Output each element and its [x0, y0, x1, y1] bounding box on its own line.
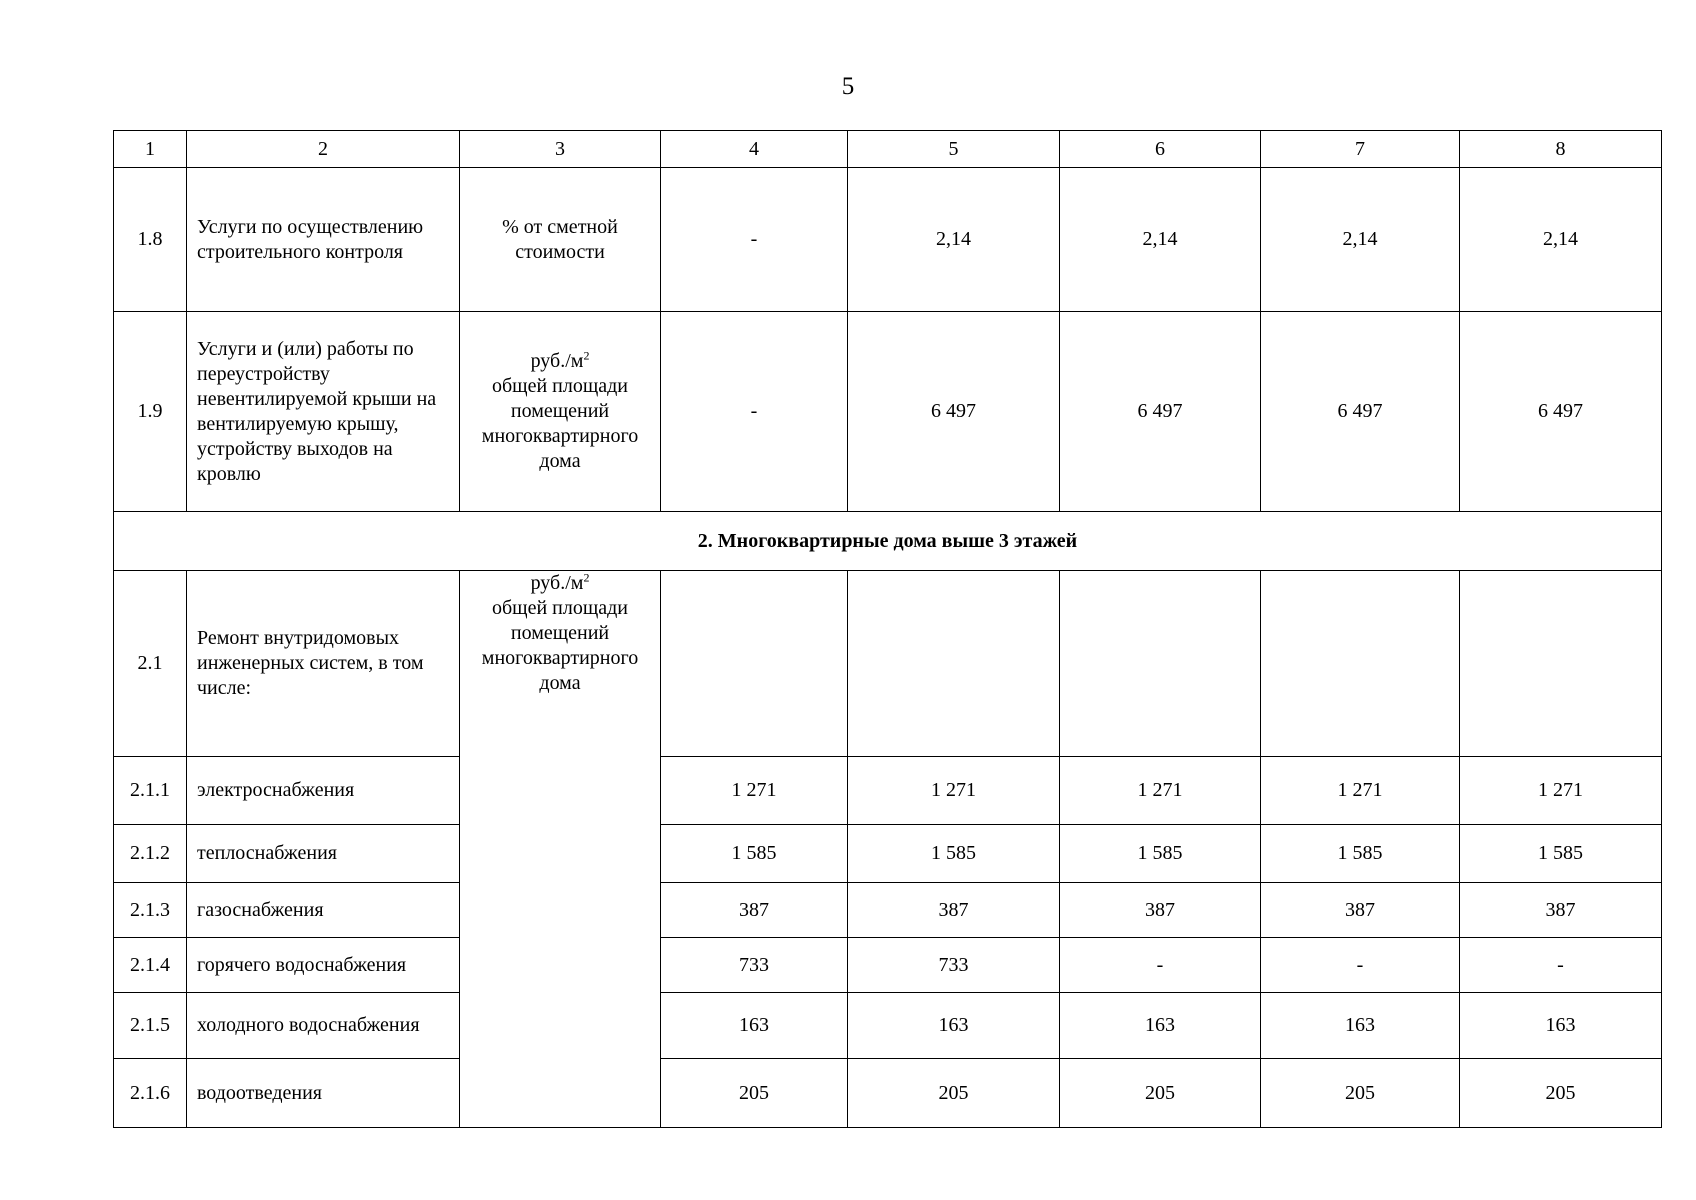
row-unit: % от сметной стоимости [460, 168, 661, 312]
row-number: 2.1 [114, 571, 187, 757]
section-row [114, 512, 1662, 571]
row-name: теплоснабжения [187, 825, 460, 883]
value-cell: - [1460, 938, 1662, 993]
row-name: водоотведения [187, 1059, 460, 1128]
value-cell: 387 [1060, 883, 1261, 938]
row-number: 2.1.3 [114, 883, 187, 938]
value-cell: 6 497 [1261, 312, 1460, 512]
header-cell: 5 [848, 131, 1060, 168]
value-cell [661, 571, 848, 757]
value-cell: 2,14 [848, 168, 1060, 312]
row-name: холодного водоснабжения [187, 993, 460, 1059]
unit-rest: общей площади помещений многоквартирного дома [481, 597, 639, 694]
value-cell: - [1261, 938, 1460, 993]
value-cell: 205 [661, 1059, 848, 1128]
value-cell: 1 585 [1060, 825, 1261, 883]
value-cell: 1 585 [1261, 825, 1460, 883]
row-number: 2.1.2 [114, 825, 187, 883]
row-name: Услуги по осуществлению строительного контроля [187, 168, 460, 312]
value-cell: 1 585 [1460, 825, 1662, 883]
table-row [114, 1059, 1662, 1128]
value-cell: 163 [1261, 993, 1460, 1059]
table-row [114, 825, 1662, 883]
value-cell: 1 271 [661, 757, 848, 825]
table-row [114, 993, 1662, 1059]
header-cell: 1 [114, 131, 187, 168]
row-number: 2.1.4 [114, 938, 187, 993]
row-number: 2.1.5 [114, 993, 187, 1059]
section-title: 2. Многоквартирные дома выше 3 этажей [114, 512, 1662, 571]
value-cell: - [661, 312, 848, 512]
value-cell [1261, 571, 1460, 757]
header-row [114, 131, 1662, 168]
value-cell: 387 [1261, 883, 1460, 938]
header-cell: 4 [661, 131, 848, 168]
value-cell: 205 [1460, 1059, 1662, 1128]
value-cell: 733 [848, 938, 1060, 993]
value-cell: 1 271 [1460, 757, 1662, 825]
unit-base: руб./м [530, 572, 584, 594]
row-name: электроснабжения [187, 757, 460, 825]
value-cell: 163 [848, 993, 1060, 1059]
value-cell: 2,14 [1060, 168, 1261, 312]
value-cell: 387 [848, 883, 1060, 938]
row-name: газоснабжения [187, 883, 460, 938]
row-unit [460, 312, 661, 512]
value-cell [1060, 571, 1261, 757]
value-cell: 733 [661, 938, 848, 993]
unit-base: руб./м [530, 350, 584, 372]
value-cell: 6 497 [848, 312, 1060, 512]
value-cell: 1 585 [661, 825, 848, 883]
row-number: 2.1.1 [114, 757, 187, 825]
row-name: Ремонт внутридомовых инженерных систем, в том числе: [187, 571, 460, 757]
value-cell: 2,14 [1460, 168, 1662, 312]
header-cell: 2 [187, 131, 460, 168]
table-row [114, 571, 1662, 757]
value-cell: 6 497 [1460, 312, 1662, 512]
value-cell: 387 [661, 883, 848, 938]
table-row [114, 938, 1662, 993]
value-cell: 163 [1060, 993, 1261, 1059]
row-name: горячего водоснабжения [187, 938, 460, 993]
row-number: 1.9 [114, 312, 187, 512]
row-unit-merged [460, 571, 661, 1128]
value-cell: 163 [661, 993, 848, 1059]
header-cell: 7 [1261, 131, 1460, 168]
unit-superscript: 2 [583, 348, 590, 363]
header-cell: 8 [1460, 131, 1662, 168]
value-cell: - [661, 168, 848, 312]
value-cell: 205 [1060, 1059, 1261, 1128]
cost-table [113, 130, 1662, 1128]
value-cell: 6 497 [1060, 312, 1261, 512]
value-cell: 205 [1261, 1059, 1460, 1128]
table-row [114, 312, 1662, 512]
value-cell: 387 [1460, 883, 1662, 938]
value-cell: - [1060, 938, 1261, 993]
page-number: 5 [841, 73, 855, 100]
value-cell: 1 271 [848, 757, 1060, 825]
unit-rest: общей площади помещений многоквартирного дома [481, 375, 639, 472]
row-name: Услуги и (или) работы по переустройству невентилируемой крыши на вентилируемую крышу, устройству выходов на кровлю [187, 312, 460, 512]
table-row [114, 757, 1662, 825]
unit-superscript: 2 [583, 570, 590, 585]
row-number: 2.1.6 [114, 1059, 187, 1128]
value-cell [848, 571, 1060, 757]
table-row [114, 883, 1662, 938]
value-cell: 205 [848, 1059, 1060, 1128]
header-cell: 3 [460, 131, 661, 168]
header-cell: 6 [1060, 131, 1261, 168]
row-number: 1.8 [114, 168, 187, 312]
value-cell: 163 [1460, 993, 1662, 1059]
value-cell: 2,14 [1261, 168, 1460, 312]
value-cell: 1 271 [1060, 757, 1261, 825]
value-cell: 1 585 [848, 825, 1060, 883]
table-row [114, 168, 1662, 312]
value-cell: 1 271 [1261, 757, 1460, 825]
value-cell [1460, 571, 1662, 757]
